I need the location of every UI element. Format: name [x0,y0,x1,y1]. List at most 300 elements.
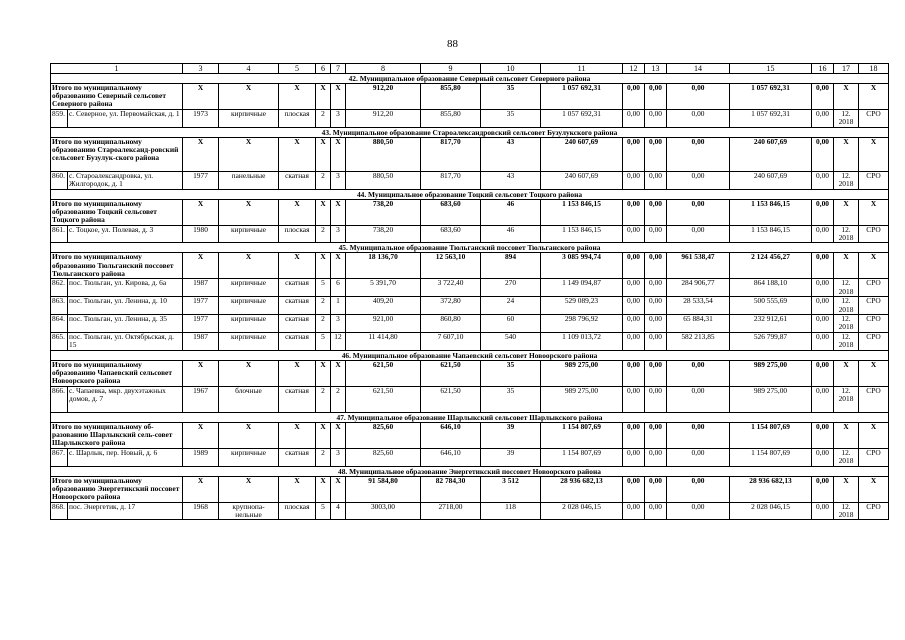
total-cell: 894 [481,253,541,279]
row-cell: 646,10 [421,448,481,466]
total-cell: X [834,476,859,502]
total-cell: 961 538,47 [667,253,730,279]
row-cell: 0,00 [645,448,667,466]
section-title-row [51,243,889,253]
row-cell: 298 796,92 [541,315,623,333]
row-cell: 2 [316,297,331,315]
section-total-row [51,253,889,279]
total-cell: 0,00 [667,137,730,171]
section-title: 42. Муниципальное образование Северный сельсовет Северного района [51,74,889,84]
row-cell: 12. 2018 [834,297,859,315]
total-cell: X [331,84,346,110]
column-header: 4 [219,64,279,74]
total-cell: X [316,422,331,448]
total-cell: X [316,137,331,171]
row-cell: 3 [331,315,346,333]
total-label: Итого по муниципальному образованию Тоцкий сельсовет Тоцкого района [51,199,183,225]
total-cell: X [279,137,316,171]
total-cell: X [316,199,331,225]
section-title: 43. Муниципальное образование Старoалександровский сельсовет Бузулукского района [51,127,889,137]
row-cell: 0,00 [623,386,645,412]
total-cell: X [859,253,889,279]
row-cell: 35 [481,110,541,128]
row-cell: 0,00 [812,225,834,243]
column-header: 8 [346,64,421,74]
total-cell: X [279,84,316,110]
row-cell: 0,00 [645,502,667,520]
row-cell: 3 [331,225,346,243]
total-cell: 0,00 [623,253,645,279]
total-cell: 0,00 [667,199,730,225]
table-row [51,315,889,333]
total-label: Итого по муниципальному образованию Энергетикский поссовет Новоорского района [51,476,183,502]
row-cell: 989 275,00 [541,386,623,412]
total-cell: 0,00 [812,253,834,279]
total-cell: 0,00 [667,360,730,386]
row-cell: 0,00 [623,297,645,315]
total-cell: X [331,253,346,279]
section-title: 46. Муниципальное образование Чапаевский сельсовет Новоорского района [51,350,889,360]
row-cell: 1 109 013,72 [541,332,623,350]
row-cell: 0,00 [623,332,645,350]
column-header: 3 [183,64,219,74]
row-cell: 39 [481,448,541,466]
row-cell: 540 [481,332,541,350]
row-cell: 0,00 [667,502,730,520]
row-address: пос. Энергетик, д. 17 [68,502,183,520]
row-cell: 621,50 [346,386,421,412]
row-cell: 118 [481,502,541,520]
row-cell: 43 [481,171,541,189]
row-cell: 1 057 692,31 [730,110,812,128]
total-cell: 35 [481,360,541,386]
total-cell: X [183,84,219,110]
total-cell: 0,00 [645,476,667,502]
total-cell: X [834,422,859,448]
row-cell: 1 154 807,69 [541,448,623,466]
row-cell: 0,00 [667,225,730,243]
total-cell: X [834,137,859,171]
row-cell: 0,00 [645,171,667,189]
total-cell: 683,60 [421,199,481,225]
total-cell: 3 085 994,74 [541,253,623,279]
row-cell: 284 906,77 [667,279,730,297]
total-cell: 39 [481,422,541,448]
row-cell: 0,00 [623,225,645,243]
column-header: 1 [51,64,183,74]
row-cell: скатная [279,279,316,297]
row-cell: 1973 [183,110,219,128]
row-cell: 12. 2018 [834,171,859,189]
table-row [51,502,889,520]
row-cell: СРО [859,448,889,466]
row-cell: 0,00 [645,297,667,315]
row-number: 860. [51,171,68,189]
row-cell: 1 153 846,15 [541,225,623,243]
row-cell: 0,00 [645,386,667,412]
row-cell: 2718,00 [421,502,481,520]
total-cell: 621,50 [346,360,421,386]
row-number: 861. [51,225,68,243]
total-cell: 2 124 456,27 [730,253,812,279]
total-cell: X [331,137,346,171]
column-header: 10 [481,64,541,74]
row-cell: 2 [331,386,346,412]
row-number: 862. [51,279,68,297]
row-cell: 0,00 [623,315,645,333]
total-cell: X [219,84,279,110]
row-cell: 12 [331,332,346,350]
section-title-row [51,350,889,360]
total-cell: 0,00 [812,360,834,386]
row-cell: плоская [279,225,316,243]
row-cell: 989 275,00 [730,386,812,412]
total-cell: 46 [481,199,541,225]
total-cell: 621,50 [421,360,481,386]
row-cell: скатная [279,297,316,315]
total-cell: 0,00 [623,137,645,171]
row-cell: 2 [316,448,331,466]
row-cell: 529 089,23 [541,297,623,315]
row-cell: 12. 2018 [834,332,859,350]
row-cell: 3 [331,171,346,189]
row-cell: 3 [331,448,346,466]
row-number: 866. [51,386,68,412]
row-cell: 1968 [183,502,219,520]
row-address: с. Северное, ул. Первомайская, д. 1 [68,110,183,128]
column-header: 18 [859,64,889,74]
row-cell: блочные [219,386,279,412]
row-cell: 0,00 [812,110,834,128]
row-address: с. Шарлык, пер. Новый, д. 6 [68,448,183,466]
total-cell: X [834,253,859,279]
total-cell: X [834,84,859,110]
row-cell: 0,00 [667,386,730,412]
row-cell: 1977 [183,297,219,315]
row-cell: СРО [859,297,889,315]
total-cell: 989 275,00 [730,360,812,386]
total-cell: X [331,476,346,502]
total-cell: 912,20 [346,84,421,110]
column-header: 13 [645,64,667,74]
section-total-row [51,422,889,448]
total-cell: X [331,422,346,448]
total-cell: 0,00 [812,84,834,110]
row-cell: 0,00 [812,171,834,189]
row-cell: 409,20 [346,297,421,315]
row-cell: скатная [279,315,316,333]
total-cell: 28 936 682,13 [541,476,623,502]
total-cell: 43 [481,137,541,171]
section-total-row [51,476,889,502]
row-cell: 12. 2018 [834,110,859,128]
total-cell: X [316,84,331,110]
row-cell: 621,50 [421,386,481,412]
row-cell: 1987 [183,279,219,297]
total-cell: X [834,199,859,225]
total-cell: X [316,476,331,502]
section-total-row [51,360,889,386]
table-row [51,386,889,412]
table-row [51,171,889,189]
row-cell: 2 028 046,15 [541,502,623,520]
section-title-row [51,466,889,476]
total-cell: 0,00 [623,360,645,386]
row-cell: 12. 2018 [834,386,859,412]
row-cell: СРО [859,502,889,520]
column-header: 14 [667,64,730,74]
row-cell: 6 [331,279,346,297]
column-header: 5 [279,64,316,74]
total-cell: X [279,253,316,279]
total-cell: 0,00 [623,422,645,448]
column-header: 7 [331,64,346,74]
section-title-row [51,189,889,199]
total-cell: X [183,422,219,448]
row-number: 867. [51,448,68,466]
row-cell: 738,20 [346,225,421,243]
row-cell: 1977 [183,171,219,189]
row-cell: 0,00 [667,110,730,128]
row-cell: 4 [331,502,346,520]
total-cell: X [279,476,316,502]
row-cell: 582 213,85 [667,332,730,350]
table-row [51,448,889,466]
row-cell: 0,00 [623,279,645,297]
row-cell: кирпичные [219,297,279,315]
row-cell: скатная [279,332,316,350]
row-cell: СРО [859,110,889,128]
row-cell: 2 028 046,15 [730,502,812,520]
row-number: 865. [51,332,68,350]
row-cell: 0,00 [645,315,667,333]
total-cell: 28 936 682,13 [730,476,812,502]
total-cell: X [183,360,219,386]
total-cell: X [331,360,346,386]
row-cell: 855,80 [421,110,481,128]
table-row [51,225,889,243]
total-cell: 0,00 [623,84,645,110]
column-header: 17 [834,64,859,74]
row-cell: 500 555,69 [730,297,812,315]
row-cell: 1 153 846,15 [730,225,812,243]
row-cell: 11 414,80 [346,332,421,350]
total-cell: 1 057 692,31 [541,84,623,110]
table-row [51,110,889,128]
section-title-row [51,127,889,137]
total-cell: 1 153 846,15 [730,199,812,225]
row-address: с. Чапаевка, мкр. двухэтажных домов, д. 7 [68,386,183,412]
page-number: 88 [447,38,458,50]
total-label: Итого по муниципальному образованию Северный сельсовет Северного района [51,84,183,110]
row-cell: плоская [279,110,316,128]
total-cell: X [279,199,316,225]
total-cell: X [183,253,219,279]
section-title: 45. Муниципальное образование Тюльганский поссовет Тюльганского района [51,243,889,253]
row-cell: 0,00 [645,110,667,128]
total-cell: 12 563,10 [421,253,481,279]
total-cell: 240 607,69 [541,137,623,171]
column-header: 6 [316,64,331,74]
total-cell: 1 154 807,69 [730,422,812,448]
row-cell: 0,00 [667,171,730,189]
row-cell: 825,60 [346,448,421,466]
row-cell: 12. 2018 [834,315,859,333]
total-cell: 0,00 [645,422,667,448]
row-address: пос. Тюльган, ул. Ленина, д. 10 [68,297,183,315]
row-cell: СРО [859,279,889,297]
row-cell: 1989 [183,448,219,466]
total-cell: 0,00 [667,84,730,110]
total-cell: X [859,360,889,386]
row-cell: 5 [316,279,331,297]
row-cell: кирпичные [219,225,279,243]
total-cell: 646,10 [421,422,481,448]
total-cell: 1 154 807,69 [541,422,623,448]
row-cell: крупнопа-нельные [219,502,279,520]
row-cell: 2 [316,225,331,243]
housing-register-table [50,63,889,520]
row-number: 863. [51,297,68,315]
total-cell: 0,00 [623,476,645,502]
row-cell: 0,00 [812,502,834,520]
row-cell: скатная [279,386,316,412]
total-cell: 0,00 [812,199,834,225]
row-cell: 0,00 [645,225,667,243]
section-total-row [51,199,889,225]
row-cell: 0,00 [812,315,834,333]
row-cell: 2 [316,110,331,128]
row-cell: 7 607,10 [421,332,481,350]
row-cell: плоская [279,502,316,520]
row-cell: 1 149 094,87 [541,279,623,297]
column-header: 16 [812,64,834,74]
row-cell: 1 057 692,31 [541,110,623,128]
total-cell: X [859,422,889,448]
row-cell: 28 533,54 [667,297,730,315]
total-cell: X [219,199,279,225]
row-cell: 1977 [183,315,219,333]
total-cell: X [183,476,219,502]
total-cell: 0,00 [812,476,834,502]
total-cell: 0,00 [645,199,667,225]
total-label: Итого по муниципальному образованию Староалександ-ровский сельсовет Бузулук-ского района [51,137,183,171]
row-cell: кирпичные [219,448,279,466]
row-cell: 12. 2018 [834,502,859,520]
total-cell: 18 136,70 [346,253,421,279]
row-cell: 0,00 [667,448,730,466]
total-cell: 0,00 [667,476,730,502]
section-total-row [51,137,889,171]
row-cell: 0,00 [645,279,667,297]
row-cell: 921,00 [346,315,421,333]
section-title-row [51,412,889,422]
total-cell: 0,00 [623,199,645,225]
total-cell: 1 057 692,31 [730,84,812,110]
section-title-row [51,74,889,84]
row-cell: 0,00 [623,110,645,128]
section-total-row [51,84,889,110]
row-address: пос. Тюльган, ул. Кирова, д. 6а [68,279,183,297]
total-cell: 738,20 [346,199,421,225]
total-cell: X [183,137,219,171]
row-cell: 240 607,69 [541,171,623,189]
total-cell: 880,50 [346,137,421,171]
total-cell: X [316,360,331,386]
row-cell: 12. 2018 [834,279,859,297]
row-cell: 3003,00 [346,502,421,520]
row-cell: 526 799,87 [730,332,812,350]
total-cell: 0,00 [645,84,667,110]
row-cell: СРО [859,315,889,333]
row-cell: 0,00 [812,386,834,412]
row-cell: 12. 2018 [834,448,859,466]
total-cell: X [316,253,331,279]
row-cell: 2 [316,171,331,189]
row-cell: СРО [859,225,889,243]
total-label: Итого по муниципальному образованию Чапаевский сельсовет Новоорского района [51,360,183,386]
row-cell: 1980 [183,225,219,243]
row-cell: СРО [859,386,889,412]
table-row [51,279,889,297]
row-cell: панельные [219,171,279,189]
row-cell: 0,00 [623,502,645,520]
row-address: пос. Тюльган, ул. Ленина, д. 35 [68,315,183,333]
column-number-row [51,64,889,74]
row-address: с. Тоцкое, ул. Полевая, д. 3 [68,225,183,243]
total-cell: 82 784,30 [421,476,481,502]
total-cell: 1 153 846,15 [541,199,623,225]
total-cell: X [331,199,346,225]
total-cell: 825,60 [346,422,421,448]
total-cell: 91 584,80 [346,476,421,502]
total-cell: X [219,253,279,279]
row-cell: 0,00 [623,448,645,466]
row-cell: СРО [859,332,889,350]
column-header: 11 [541,64,623,74]
row-cell: 5 [316,332,331,350]
total-cell: X [219,422,279,448]
row-cell: скатная [279,448,316,466]
total-cell: X [219,476,279,502]
total-label: Итого по муниципальному образованию Тюльганский поссовет Тюльганского района [51,253,183,279]
row-cell: 880,50 [346,171,421,189]
row-cell: 1987 [183,332,219,350]
row-cell: скатная [279,171,316,189]
row-cell: 1 [331,297,346,315]
row-address: пос. Тюльган, ул. Октябрьская, д. 15 [68,332,183,350]
row-cell: 5 [316,502,331,520]
total-cell: X [834,360,859,386]
row-cell: 270 [481,279,541,297]
row-cell: 65 884,31 [667,315,730,333]
table-row [51,297,889,315]
total-cell: 989 275,00 [541,360,623,386]
row-cell: 3 [331,110,346,128]
total-cell: 240 607,69 [730,137,812,171]
total-cell: X [859,476,889,502]
row-cell: 35 [481,386,541,412]
row-cell: 0,00 [812,279,834,297]
total-cell: 0,00 [645,137,667,171]
row-cell: 5 391,70 [346,279,421,297]
row-cell: 3 722,40 [421,279,481,297]
table-row [51,332,889,350]
row-cell: 12. 2018 [834,225,859,243]
total-cell: X [859,199,889,225]
row-cell: 912,20 [346,110,421,128]
row-cell: 0,00 [812,448,834,466]
